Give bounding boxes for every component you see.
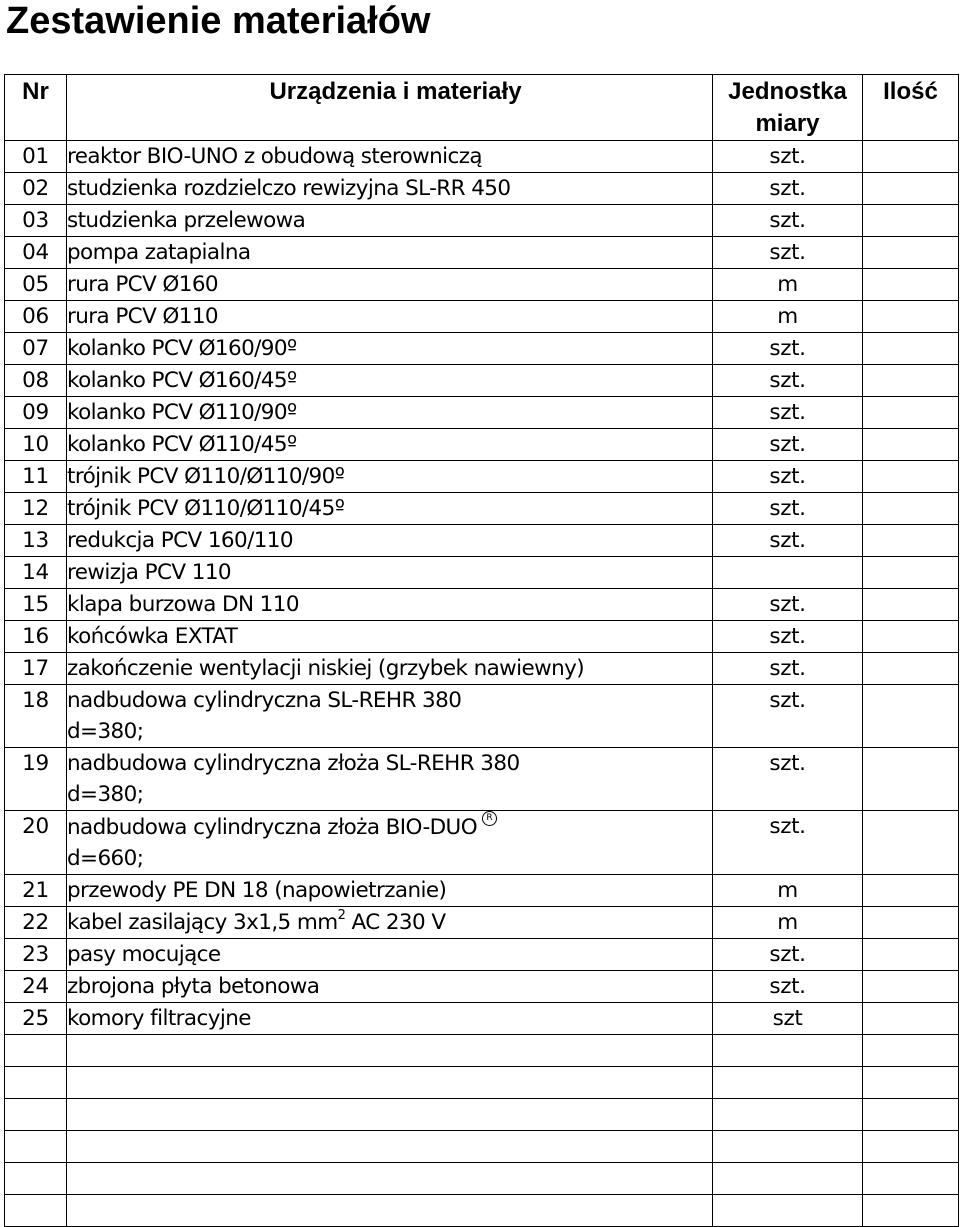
- row-unit: szt.: [713, 429, 863, 461]
- table-row: [5, 397, 959, 429]
- row-unit: szt.: [713, 461, 863, 493]
- header-qty: Ilość: [863, 75, 959, 141]
- row-unit: szt.: [713, 589, 863, 621]
- row-number: 24: [5, 971, 67, 1003]
- empty-table-row: [5, 1131, 959, 1163]
- row-name-text: zakończenie wentylacji niskiej (grzybek nawiewny): [67, 656, 585, 681]
- row-number: 21: [5, 875, 67, 907]
- row-unit: szt.: [713, 525, 863, 557]
- row-name: [67, 1099, 713, 1131]
- row-quantity: [863, 907, 959, 939]
- empty-table-row: [5, 1035, 959, 1067]
- row-name-text: nadbudowa cylindryczna SL-REHR 380: [67, 688, 462, 713]
- row-number: 02: [5, 173, 67, 205]
- row-name-text: studzienka rozdzielczo rewizyjna SL-RR 450: [67, 176, 511, 201]
- row-unit: szt.: [713, 493, 863, 525]
- row-unit: szt.: [713, 397, 863, 429]
- table-row: [5, 269, 959, 301]
- row-number: 11: [5, 461, 67, 493]
- row-unit: m: [713, 907, 863, 939]
- table-row: [5, 173, 959, 205]
- row-name: [67, 1195, 713, 1227]
- row-unit: szt.: [713, 237, 863, 269]
- table-row: [5, 811, 959, 875]
- row-unit: [713, 1035, 863, 1067]
- row-number: 06: [5, 301, 67, 333]
- empty-table-row: [5, 1067, 959, 1099]
- row-name: [67, 811, 713, 875]
- row-quantity: [863, 301, 959, 333]
- row-quantity: [863, 1131, 959, 1163]
- row-number: 18: [5, 685, 67, 748]
- table-row: [5, 461, 959, 493]
- row-quantity: [863, 525, 959, 557]
- row-unit: m: [713, 301, 863, 333]
- row-name-text: kolanko PCV Ø160/90º: [67, 336, 297, 361]
- row-name: [67, 1131, 713, 1163]
- row-name-suffix: AC 230 V: [345, 910, 446, 935]
- row-quantity: [863, 429, 959, 461]
- row-unit: szt.: [713, 333, 863, 365]
- row-number: 23: [5, 939, 67, 971]
- table-row: [5, 525, 959, 557]
- row-name: [67, 237, 713, 269]
- row-quantity: [863, 557, 959, 589]
- row-unit: m: [713, 269, 863, 301]
- row-number: 16: [5, 621, 67, 653]
- row-number: [5, 1099, 67, 1131]
- row-name-text: zbrojona płyta betonowa: [67, 974, 320, 999]
- row-number: 05: [5, 269, 67, 301]
- row-quantity: [863, 748, 959, 811]
- row-quantity: [863, 237, 959, 269]
- row-unit: szt.: [713, 205, 863, 237]
- row-name: [67, 621, 713, 653]
- row-unit: [713, 1067, 863, 1099]
- table-row: [5, 429, 959, 461]
- row-quantity: [863, 653, 959, 685]
- row-name: [67, 269, 713, 301]
- row-name-text: klapa burzowa DN 110: [67, 592, 299, 617]
- row-number: 15: [5, 589, 67, 621]
- row-quantity: [863, 173, 959, 205]
- row-number: [5, 1067, 67, 1099]
- table-body: [5, 141, 959, 1227]
- row-name-text: pasy mocujące: [67, 942, 221, 967]
- row-name-line2: d=380;: [67, 782, 144, 807]
- row-unit: szt.: [713, 939, 863, 971]
- row-number: 03: [5, 205, 67, 237]
- row-name: [67, 493, 713, 525]
- row-number: [5, 1163, 67, 1195]
- table-row: [5, 1003, 959, 1035]
- row-number: [5, 1035, 67, 1067]
- row-number: 04: [5, 237, 67, 269]
- row-quantity: [863, 811, 959, 875]
- row-quantity: [863, 1163, 959, 1195]
- row-name: [67, 397, 713, 429]
- row-quantity: [863, 365, 959, 397]
- row-number: 10: [5, 429, 67, 461]
- row-quantity: [863, 333, 959, 365]
- table-row: [5, 875, 959, 907]
- row-name-text: trójnik PCV Ø110/Ø110/90º: [67, 464, 345, 489]
- table-row: [5, 971, 959, 1003]
- row-quantity: [863, 493, 959, 525]
- row-number: 01: [5, 141, 67, 173]
- row-name-text: kolanko PCV Ø110/45º: [67, 432, 297, 457]
- row-name: [67, 1163, 713, 1195]
- row-quantity: [863, 685, 959, 748]
- registered-mark-icon: R: [482, 811, 497, 826]
- header-nr: Nr: [5, 75, 67, 141]
- row-number: 13: [5, 525, 67, 557]
- row-name: [67, 525, 713, 557]
- row-name-text: redukcja PCV 160/110: [67, 528, 293, 553]
- row-name: [67, 333, 713, 365]
- row-unit: szt.: [713, 685, 863, 748]
- table-row: [5, 557, 959, 589]
- row-number: 07: [5, 333, 67, 365]
- row-quantity: [863, 939, 959, 971]
- table-row: [5, 301, 959, 333]
- row-unit: szt.: [713, 141, 863, 173]
- row-name: [67, 205, 713, 237]
- row-name: [67, 141, 713, 173]
- empty-table-row: [5, 1099, 959, 1131]
- row-number: 19: [5, 748, 67, 811]
- row-name-text: rura PCV Ø160: [67, 272, 218, 297]
- table-row: [5, 907, 959, 939]
- row-name: [67, 907, 713, 939]
- header-name: Urządzenia i materiały: [67, 75, 713, 141]
- table-row: [5, 589, 959, 621]
- table-row: [5, 237, 959, 269]
- row-name-text: studzienka przelewowa: [67, 208, 306, 233]
- row-name: [67, 875, 713, 907]
- row-unit: szt: [713, 1003, 863, 1035]
- row-name-text: trójnik PCV Ø110/Ø110/45º: [67, 496, 345, 521]
- row-unit: szt.: [713, 811, 863, 875]
- row-quantity: [863, 621, 959, 653]
- row-name: [67, 653, 713, 685]
- row-name: [67, 1003, 713, 1035]
- row-name-line2: d=380;: [67, 719, 144, 744]
- row-unit: szt.: [713, 621, 863, 653]
- table-row: [5, 621, 959, 653]
- row-name: [67, 365, 713, 397]
- row-name: [67, 685, 713, 748]
- row-name-text: reaktor BIO-UNO z obudową sterowniczą: [67, 144, 483, 169]
- row-number: 09: [5, 397, 67, 429]
- row-quantity: [863, 397, 959, 429]
- row-quantity: [863, 875, 959, 907]
- table-row: [5, 333, 959, 365]
- table-row: [5, 748, 959, 811]
- row-number: 14: [5, 557, 67, 589]
- header-unit-line1: Jednostka: [728, 78, 847, 105]
- row-quantity: [863, 461, 959, 493]
- row-name-superscript: 2: [337, 908, 346, 923]
- row-name-text: kolanko PCV Ø160/45º: [67, 368, 297, 393]
- row-number: 20: [5, 811, 67, 875]
- row-unit: szt.: [713, 971, 863, 1003]
- row-name-text: przewody PE DN 18 (napowietrzanie): [67, 878, 447, 903]
- row-quantity: [863, 971, 959, 1003]
- table-header-row: [5, 75, 959, 141]
- row-quantity: [863, 205, 959, 237]
- row-number: 08: [5, 365, 67, 397]
- row-unit: [713, 1131, 863, 1163]
- row-name: [67, 971, 713, 1003]
- row-unit: [713, 1163, 863, 1195]
- row-unit: szt.: [713, 748, 863, 811]
- row-unit: szt.: [713, 365, 863, 397]
- row-unit: szt.: [713, 653, 863, 685]
- row-name: [67, 1067, 713, 1099]
- table-row: [5, 939, 959, 971]
- row-name: [67, 589, 713, 621]
- row-name: [67, 461, 713, 493]
- table-row: [5, 365, 959, 397]
- row-name-text: pompa zatapialna: [67, 240, 251, 265]
- page-title: Zestawienie materiałów: [6, 0, 431, 42]
- row-name-text: rewizja PCV 110: [67, 560, 231, 585]
- row-number: [5, 1195, 67, 1227]
- header-unit-line2: miary: [755, 110, 820, 137]
- table-row: [5, 141, 959, 173]
- row-name-text: rura PCV Ø110: [67, 304, 218, 329]
- row-name: [67, 939, 713, 971]
- row-name-text: kabel zasilający 3x1,5 mm: [67, 910, 338, 935]
- table-row: [5, 493, 959, 525]
- empty-table-row: [5, 1163, 959, 1195]
- row-unit: [713, 1195, 863, 1227]
- row-name: [67, 173, 713, 205]
- row-name: [67, 557, 713, 589]
- table-row: [5, 205, 959, 237]
- row-quantity: [863, 1195, 959, 1227]
- row-name-text: komory filtracyjne: [67, 1006, 251, 1031]
- row-name-text: kolanko PCV Ø110/90º: [67, 400, 297, 425]
- empty-table-row: [5, 1195, 959, 1227]
- table-row: [5, 685, 959, 748]
- row-name-text: nadbudowa cylindryczna złoża SL-REHR 380: [67, 751, 520, 776]
- row-name: [67, 1035, 713, 1067]
- row-quantity: [863, 141, 959, 173]
- row-name-text: końcówka EXTAT: [67, 624, 238, 649]
- row-name-line2: d=660;: [67, 846, 144, 871]
- row-quantity: [863, 1099, 959, 1131]
- materials-table: [4, 74, 959, 1227]
- row-number: 22: [5, 907, 67, 939]
- row-name: [67, 748, 713, 811]
- row-number: 25: [5, 1003, 67, 1035]
- row-unit: [713, 557, 863, 589]
- row-quantity: [863, 269, 959, 301]
- row-name: [67, 301, 713, 333]
- header-unit: [713, 75, 863, 141]
- row-quantity: [863, 1003, 959, 1035]
- table-row: [5, 653, 959, 685]
- row-quantity: [863, 589, 959, 621]
- row-quantity: [863, 1035, 959, 1067]
- row-number: 12: [5, 493, 67, 525]
- row-unit: m: [713, 875, 863, 907]
- row-unit: szt.: [713, 173, 863, 205]
- row-name: [67, 429, 713, 461]
- row-unit: [713, 1099, 863, 1131]
- row-name-text: nadbudowa cylindryczna złoża BIO-DUO: [67, 815, 478, 840]
- row-number: [5, 1131, 67, 1163]
- row-number: 17: [5, 653, 67, 685]
- row-quantity: [863, 1067, 959, 1099]
